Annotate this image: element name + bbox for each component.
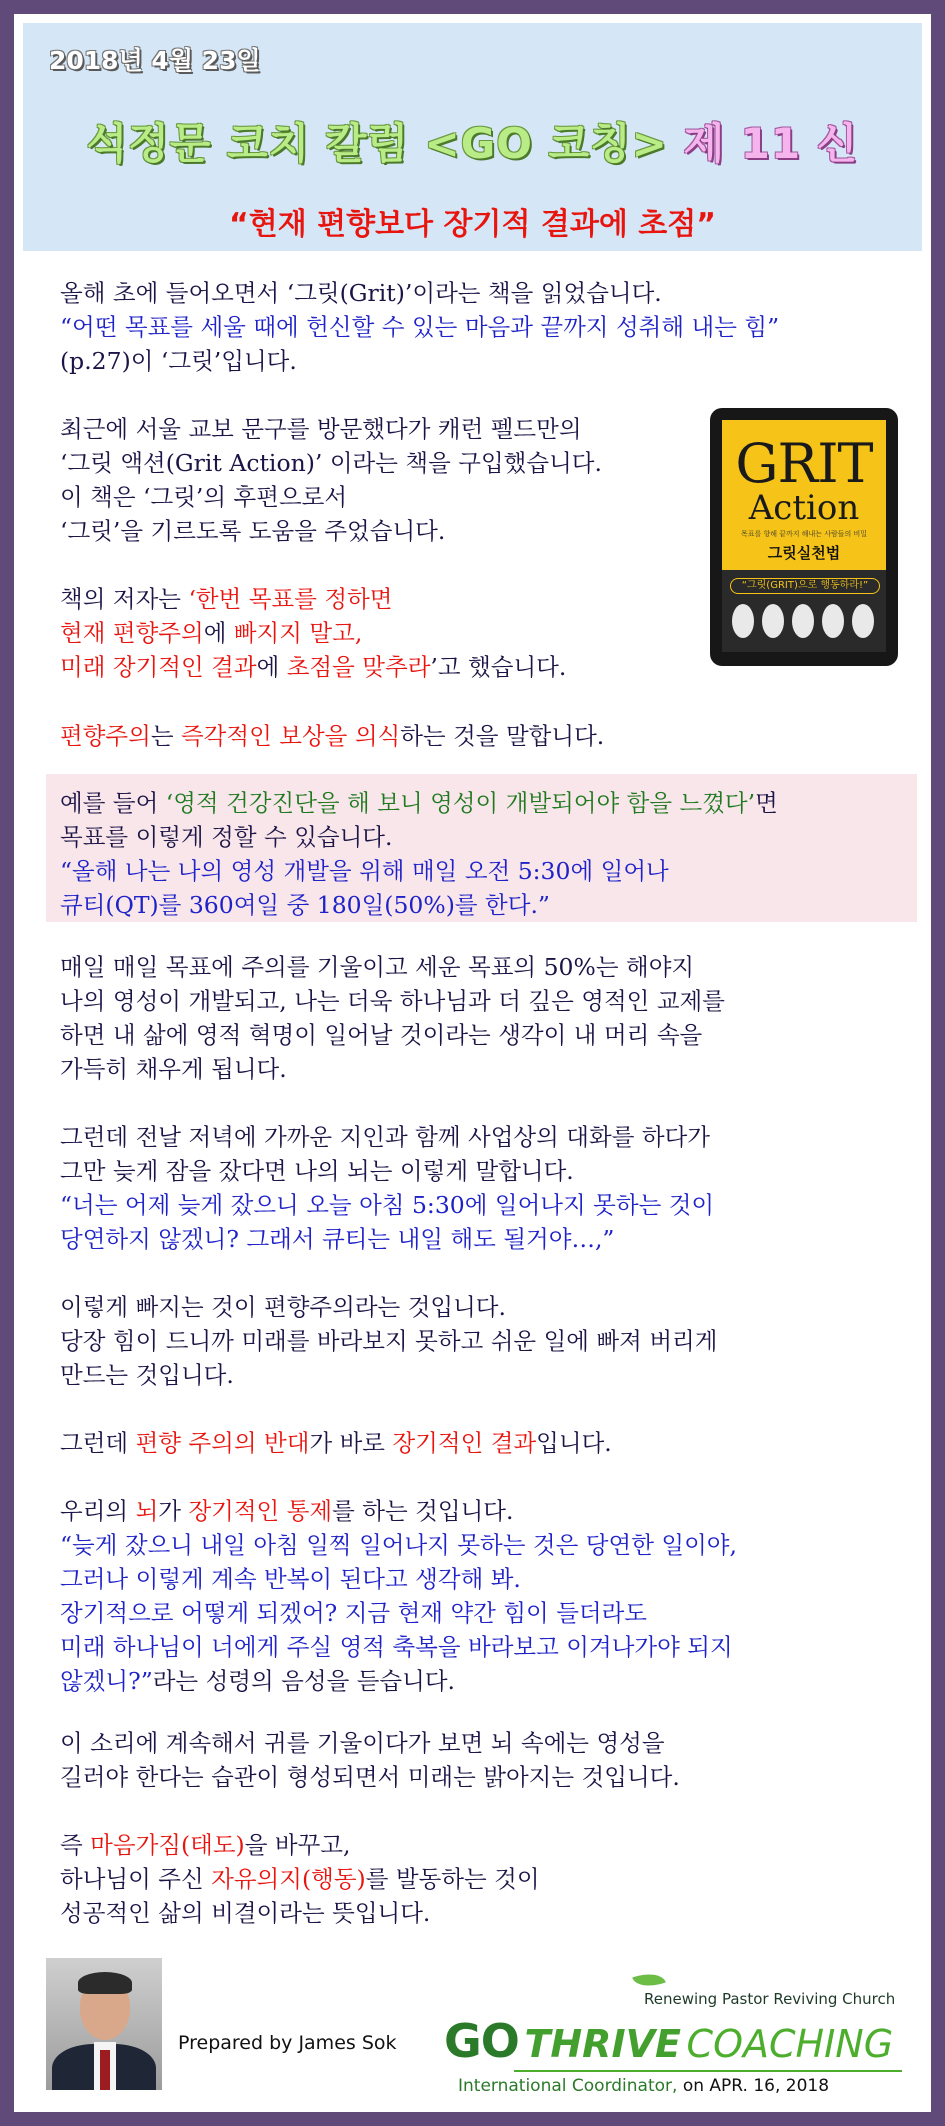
p12-highlight: 마음가짐(태도) (90, 1831, 245, 1859)
p9-text: 입니다. (536, 1429, 612, 1457)
p3-highlight: 현재 편향주의 (60, 619, 204, 647)
p7-line-1: 그런데 전날 저녁에 가까운 지인과 함께 사업상의 대화를 하다가 (60, 1123, 710, 1151)
p10-line-3: 그러나 이렇게 계속 반복이 된다고 생각해 봐. (60, 1565, 521, 1593)
paragraph-5 (60, 786, 778, 922)
p12-text: 하나님이 주신 (60, 1865, 212, 1893)
p1-line-1: 올해 초에 들어오면서 ‘그릿(Grit)’이라는 책을 읽었습니다. (60, 279, 662, 307)
book-title-action: Action (748, 488, 860, 528)
paragraph-9 (60, 1426, 612, 1460)
paragraph-6 (60, 950, 725, 1086)
p7-line-2: 그만 늦게 잠을 잤다면 나의 뇌는 이렇게 말합니다. (60, 1157, 574, 1185)
paragraph-10 (60, 1494, 737, 1698)
p10-text: 를 하는 것입니다. (332, 1497, 514, 1525)
book-cover (722, 420, 886, 652)
book-banner: “그릿(GRIT)으로 행동하라!” (730, 578, 880, 594)
p11-line-1: 이 소리에 계속해서 귀를 기울이다가 보면 뇌 속에는 영성을 (60, 1729, 665, 1757)
paragraph-8 (60, 1290, 717, 1392)
p3-highlight: 초점을 맞추라 (286, 653, 431, 681)
leaf-icon (632, 1967, 666, 1992)
paragraph-11 (60, 1726, 680, 1794)
author-photo (46, 1958, 162, 2090)
paragraph-3 (60, 582, 566, 684)
p6-line-1: 매일 매일 목표에 주의를 기울이고 세운 목표의 50%는 해야지 (60, 953, 695, 981)
book-cover-small-text: 목표를 향해 끝까지 해내는 사람들의 비밀 (740, 530, 868, 538)
p7-line-4: 당연하지 않겠니? 그래서 큐티는 내일 해도 될거야…,” (60, 1225, 615, 1253)
p10-text: 우리의 (60, 1497, 136, 1525)
p3-highlight: 미래 장기적인 결과 (60, 653, 257, 681)
p9-text: 그런데 (60, 1429, 136, 1457)
p2-line-1: 최근에 서울 교보 문구를 방문했다가 캐런 펠드만의 (60, 415, 582, 443)
p6-line-3: 하면 내 삶에 영적 혁명이 일어날 것이라는 생각이 내 머리 속을 (60, 1021, 703, 1049)
column-title (23, 111, 922, 171)
p11-line-2: 길러야 한다는 습관이 형성되면서 미래는 밝아지는 것입니다. (60, 1763, 680, 1791)
p10-highlight: 장기적인 통제 (188, 1497, 333, 1525)
p9-highlight: 장기적인 결과 (392, 1429, 537, 1457)
book-cover-lower (722, 570, 886, 652)
p10-line-5: 미래 하나님이 너에게 주실 영적 축복을 바라보고 이겨나가야 되지 (60, 1633, 733, 1661)
p1-line-2: “어떤 목표를 세울 때에 헌신할 수 있는 마음과 끝까지 성취해 내는 힘” (60, 313, 780, 341)
column-subtitle: “현재 편향보다 장기적 결과에 초점” (229, 207, 716, 242)
p2-line-2: ‘그릿 액션(Grit Action)’ 이라는 책을 구입했습니다. (60, 449, 602, 477)
paragraph-1 (60, 276, 779, 378)
p3-text: ’고 했습니다. (430, 653, 567, 681)
p3-text: 책의 저자는 (60, 585, 189, 613)
p5-highlight: ‘영적 건강진단을 해 보니 영성이 개발되어야 함을 느꼈다’ (165, 789, 756, 817)
p5-text: 면 (755, 789, 778, 817)
p4-highlight: 즉각적인 보상을 의식 (180, 722, 401, 750)
paragraph-2 (60, 412, 602, 548)
p10-line-4: 장기적으로 어떻게 되겠어? 지금 현재 약간 힘이 들더라도 (60, 1599, 648, 1627)
p3-highlight: ‘한번 목표를 정하면 (188, 585, 393, 613)
column-date: 2018년 4월 23일 (49, 46, 261, 75)
p7-line-3: “너는 어제 늦게 잤으니 오늘 아침 5:30에 일어나지 못하는 것이 (60, 1191, 715, 1219)
p12-text: 즉 (60, 1831, 91, 1859)
prepared-by: Prepared by James Sok (178, 2032, 397, 2054)
p12-text: 을 바꾸고, (244, 1831, 351, 1859)
coordinator-date: on APR. 16, 2018 (682, 2076, 830, 2096)
p12-highlight: 자유의지(행동) (211, 1865, 366, 1893)
paragraph-4 (60, 719, 604, 753)
p8-line-3: 만드는 것입니다. (60, 1361, 234, 1389)
coordinator-line (458, 2076, 829, 2096)
p8-line-2: 당장 힘이 드니까 미래를 바라보지 못하고 쉬운 일에 빠져 버리게 (60, 1327, 718, 1355)
p5-line-3: “올해 나는 나의 영성 개발을 위해 매일 오전 5:30에 일어나 (60, 857, 669, 885)
book-title-grit: GRIT (735, 432, 873, 495)
p6-line-2: 나의 영성이 개발되고, 나는 더욱 하나님과 더 깊은 영적인 교제를 (60, 987, 725, 1015)
p2-line-3: 이 책은 ‘그릿’의 후편으로서 (60, 483, 348, 511)
paragraph-7 (60, 1120, 714, 1256)
logo-tagline: Renewing Pastor Reviving Church (644, 1990, 896, 2008)
p2-line-4: ‘그릿’을 기르도록 도움을 주었습니다. (60, 517, 446, 545)
grit-action-book-image (710, 408, 898, 666)
logo-divider (514, 2070, 902, 2072)
p10-line-6-quote: 않겠니?” (60, 1667, 153, 1695)
article-frame (14, 14, 931, 2112)
p10-line-2: “늦게 잤으니 내일 아침 일찍 일어나지 못하는 것은 당연한 일이야, (60, 1531, 737, 1559)
gothrive-coaching-logo (444, 2014, 893, 2068)
header-banner (23, 23, 922, 251)
p4-highlight: 편향주의 (60, 722, 151, 750)
p12-line-3: 성공적인 삶의 비결이라는 뜻입니다. (60, 1899, 431, 1927)
p4-text: 하는 것을 말합니다. (400, 722, 605, 750)
book-cover-badges (732, 604, 876, 644)
p5-line-4: 큐티(QT)를 360여일 중 180일(50%)를 한다.” (60, 891, 550, 919)
coordinator-title: International Coordinator, (458, 2076, 678, 2096)
p3-text: 에 (256, 653, 287, 681)
column-title-main: 석정문 코치 칼럼 <GO 코칭> (86, 119, 668, 168)
logo-go: GO (444, 2014, 519, 2068)
p10-line-6-text: 라는 성령의 음성을 듣습니다. (152, 1667, 456, 1695)
p9-text: 가 바로 (309, 1429, 393, 1457)
book-title-korean: 그릿실천법 (767, 544, 841, 562)
logo-coaching: COACHING (686, 2022, 894, 2066)
p3-text: 에 (203, 619, 234, 647)
p6-line-4: 가득히 채우게 됩니다. (60, 1055, 287, 1083)
paragraph-12 (60, 1828, 540, 1930)
p10-highlight: 뇌 (135, 1497, 159, 1525)
p8-line-1: 이렇게 빠지는 것이 편향주의라는 것입니다. (60, 1293, 506, 1321)
p4-text: 는 (150, 722, 181, 750)
column-issue-number: 제 11 신 (683, 119, 859, 168)
p10-text: 가 (158, 1497, 189, 1525)
p5-text: 예를 들어 (60, 789, 166, 817)
p5-line-2: 목표를 이렇게 정할 수 있습니다. (60, 823, 393, 851)
p9-highlight: 편향 주의의 반대 (135, 1429, 310, 1457)
p1-line-3: (p.27)이 ‘그릿’입니다. (60, 347, 297, 375)
p3-highlight: 빠지지 말고, (233, 619, 363, 647)
logo-thrive: THRIVE (524, 2022, 681, 2066)
p12-text: 를 발동하는 것이 (365, 1865, 540, 1893)
